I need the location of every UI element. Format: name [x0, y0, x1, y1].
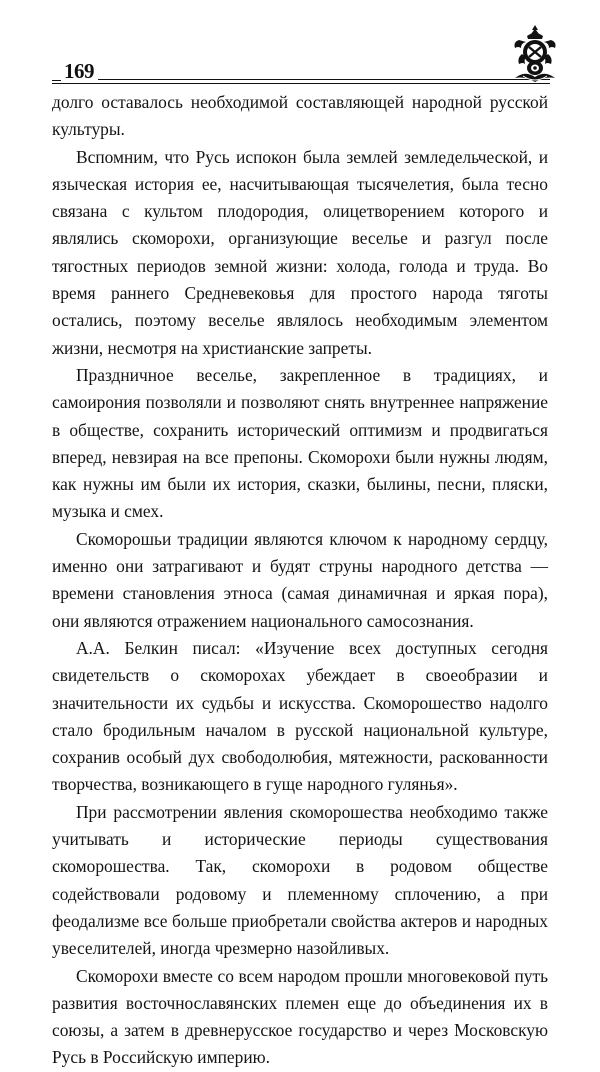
- paragraph: Праздничное веселье, закрепленное в традициях, и самоирония позволяли и позволяют снять внутреннее напряжение в обществе, сохранить исторический оптимизм и продвигаться вперед, невзирая на все препоны. Скоморохи были нужны людям, как нужны им были их история, сказки, былины, песни, пляски, музыка и смех.: [52, 364, 548, 522]
- paragraph: Скоморошьи традиции являются ключом к народному сердцу, именно они затрагивают и будят струны народного детства — времени становления этноса (самая динамичная и яркая пора), они являются отражением национального самосознания.: [52, 528, 548, 631]
- header-rule-bottom: [52, 83, 550, 84]
- page-number-lead-rule: [52, 80, 61, 81]
- paragraph: При рассмотрении явления скоморошества необходимо также учитывать и исторические периоды существования скоморошества. Так, скоморохи в родовом обществе содействовали родовому и племенному сплочению, а при феодализме все больше приобретали свойства актеров и народных увеселителей, иногда чрезмерно назойливых.: [52, 801, 548, 959]
- paragraph: Скоморохи вместе со всем народом прошли многовековой путь развития восточнославянских племен еще до объединения их в союзы, а затем в древнерусское государство и через Московскую Русь в Российскую империю.: [52, 965, 548, 1068]
- header-rule-top: [98, 79, 550, 80]
- page-number: 169: [64, 59, 94, 83]
- paragraph: долго оставалось необходимой составляющей народной русской культуры.: [52, 92, 548, 140]
- paragraph: А.А. Белкин писал: «Изучение всех доступных сегодня свидетельств о скоморохах убеждает в своеобразии и значительности их судьбы и искусства. Скоморошество надолго стало бродильным началом в русской национальной культуре, сохранив особый дух свободолюбия, мятежности, раскованности творчества, возникающего в гуще народного гулянья».: [52, 637, 548, 795]
- paragraph: Вспомним, что Русь испокон была землей земледельческой, и языческая история ее, насчитывающая тысячелетия, была тесно связана с культом плодородия, олицетворением которого и являлись скоморохи, организующие веселье и разгул после тягостных периодов земной жизни: холода, голода и труда. Во время раннего Средневековья для простого народа тяготы остались, поэтому веселье являлось необходимым элементом жизни, несмотря на христианские запреты.: [52, 146, 548, 358]
- decorative-ornament-icon: [509, 24, 561, 84]
- running-header: [52, 56, 552, 86]
- body-text: [52, 89, 548, 1072]
